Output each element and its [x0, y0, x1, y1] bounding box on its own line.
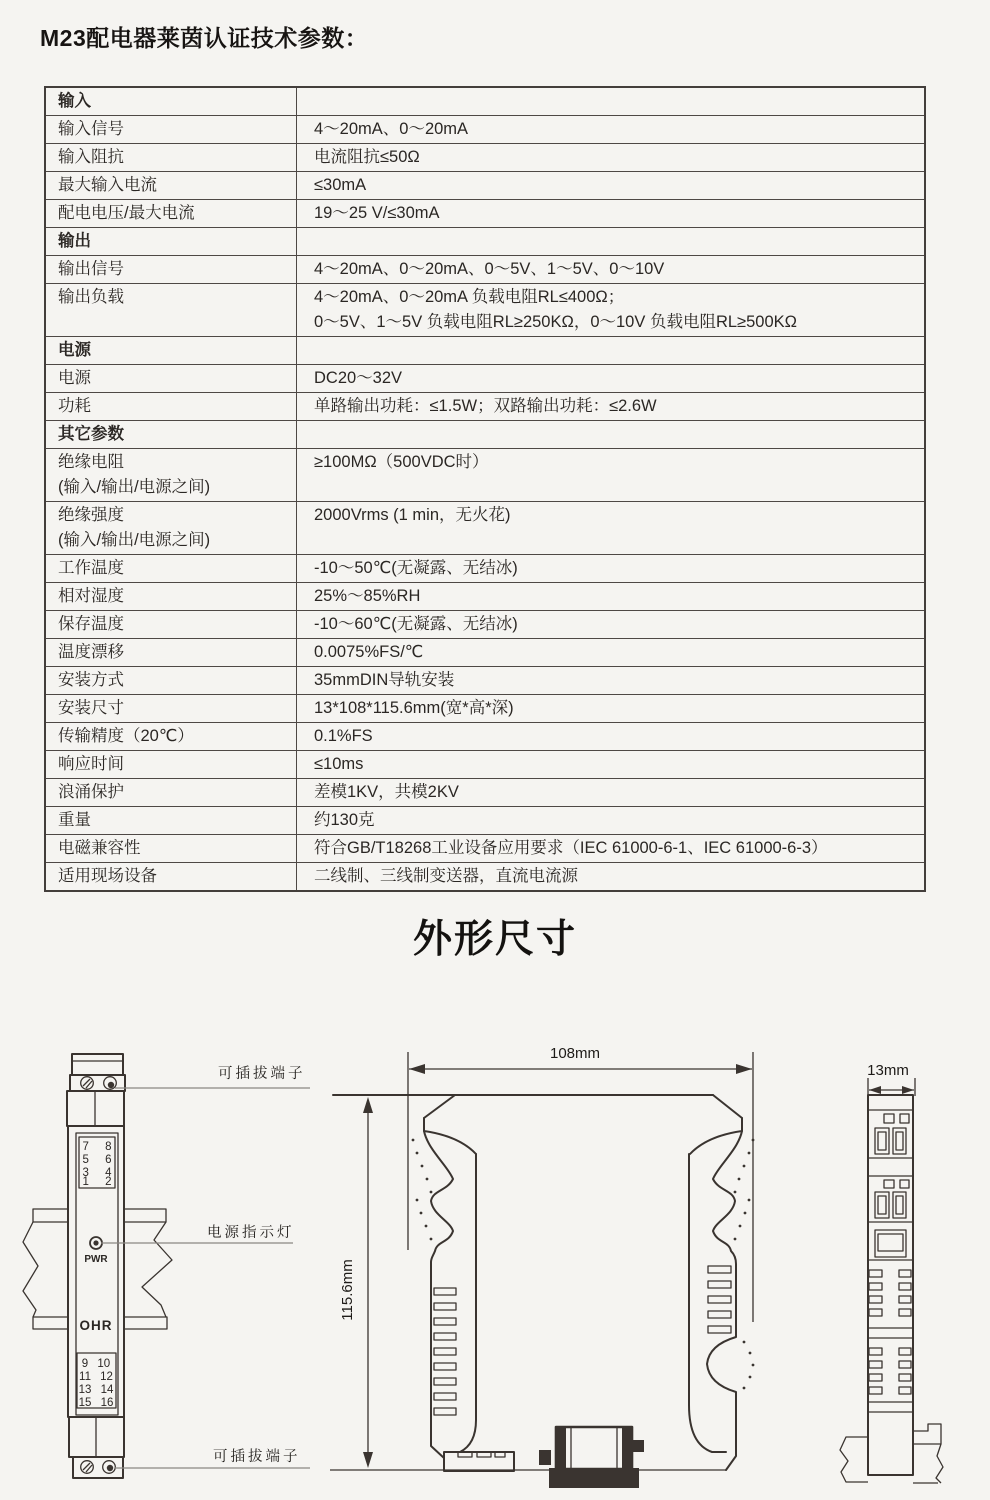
- vent-slots: [434, 1266, 731, 1415]
- spec-label: 电源: [46, 337, 297, 364]
- table-row: [46, 666, 924, 694]
- terminal-numbers: 11 12: [79, 1371, 113, 1383]
- terminal-numbers: 15 16: [78, 1397, 114, 1409]
- spec-value: 差模1KV，共模2KV: [314, 783, 459, 801]
- spec-value: [297, 337, 924, 364]
- spec-label: 其它参数: [46, 421, 297, 448]
- spec-value: 电流阻抗≤50Ω: [314, 148, 420, 166]
- pluggable-terminal-label-bottom: 可插拔端子: [213, 1449, 301, 1465]
- profile-view-drawing: [840, 1062, 943, 1483]
- spec-label: 输入信号: [46, 116, 297, 143]
- width-dimension: 108mm: [549, 1045, 601, 1062]
- spec-label: 绝缘强度 (输入/输出/电源之间): [46, 502, 297, 554]
- dotted-rail-hint: [412, 1139, 755, 1390]
- spec-value: 13*108*115.6mm(宽*高*深): [314, 699, 514, 717]
- spec-label: 相对湿度: [46, 583, 297, 610]
- spec-value: 约130克: [314, 811, 375, 829]
- spec-label: 配电电压/最大电流: [46, 200, 297, 227]
- spec-label: 功耗: [46, 393, 297, 420]
- spec-label: 适用现场设备: [46, 863, 297, 890]
- spec-label: 绝缘电阻 (输入/输出/电源之间): [46, 449, 297, 501]
- spec-label: 浪涌保护: [46, 779, 297, 806]
- side-view-drawing: [330, 1045, 754, 1488]
- table-row: [46, 638, 924, 666]
- spec-label: 工作温度: [46, 555, 297, 582]
- table-row: [46, 834, 924, 862]
- spec-value: ≥100MΩ（500VDC时）: [314, 453, 489, 471]
- spec-label: 安装尺寸: [46, 695, 297, 722]
- spec-value: ≤30mA: [314, 176, 367, 194]
- spec-value: 符合GB/T18268工业设备应用要求（IEC 61000-6-1、IEC 61000-6-3）: [314, 839, 828, 857]
- din-rail-clip: [539, 1427, 644, 1488]
- brand-logo: OHR: [79, 1318, 113, 1333]
- spec-value: [297, 421, 924, 448]
- table-row: [46, 227, 924, 255]
- spec-label: 最大输入电流: [46, 172, 297, 199]
- dimension-drawings: [0, 1030, 990, 1500]
- terminal-numbers: 13 14: [78, 1384, 114, 1396]
- spec-value: 0.0075%FS/℃: [314, 643, 424, 661]
- spec-value: 19～25 V/≤30mA: [314, 204, 440, 222]
- spec-value: 单路输出功耗：≤1.5W；双路输出功耗：≤2.6W: [314, 397, 657, 415]
- table-row: [46, 806, 924, 834]
- front-view-drawing: [23, 1054, 310, 1478]
- table-row: [46, 420, 924, 448]
- spec-value: 0.1%FS: [314, 727, 373, 745]
- spec-label: 温度漂移: [46, 639, 297, 666]
- spec-value: -10～60℃(无凝露、无结冰): [314, 615, 518, 633]
- table-row: [46, 171, 924, 199]
- table-row: [46, 283, 924, 336]
- terminal-numbers: 7 8: [82, 1141, 112, 1153]
- spec-label: 安装方式: [46, 667, 297, 694]
- table-row: [46, 554, 924, 582]
- spec-value: 2000Vrms (1 min，无火花): [314, 506, 511, 524]
- spec-label: 输出: [46, 228, 297, 255]
- spec-value: 4～20mA、0～20mA、0～5V、1～5V、0～10V: [314, 260, 665, 278]
- spec-label: 输出信号: [46, 256, 297, 283]
- table-row: [46, 143, 924, 171]
- spec-label: 输出负载: [46, 284, 297, 336]
- table-row: [46, 88, 924, 115]
- table-row: [46, 336, 924, 364]
- spec-value: 二线制、三线制变送器，直流电流源: [314, 867, 578, 885]
- pluggable-terminal-label-top: 可插拔端子: [218, 1066, 306, 1082]
- terminal-numbers: 3 4: [82, 1167, 112, 1179]
- terminal-numbers: 9 10: [81, 1358, 111, 1370]
- spec-value: 4～20mA、0～20mA 负载电阻RL≤400Ω； 0～5V、1～5V 负载电阻RL≥250KΩ，0～10V 负载电阻RL≥500KΩ: [314, 288, 797, 331]
- spec-label: 输入阻抗: [46, 144, 297, 171]
- spec-value: 25%～85%RH: [314, 587, 421, 605]
- depth-dimension: 13mm: [867, 1062, 909, 1079]
- spec-table: [44, 86, 926, 892]
- led-caption: PWR: [84, 1254, 108, 1265]
- table-row: [46, 750, 924, 778]
- table-row: [46, 255, 924, 283]
- table-row: [46, 199, 924, 227]
- table-row: [46, 582, 924, 610]
- spec-label: 电源: [46, 365, 297, 392]
- spec-value: [297, 228, 924, 255]
- spec-label: 输入: [46, 88, 297, 115]
- power-indicator-label: 电源指示灯: [207, 1225, 295, 1241]
- table-row: [46, 501, 924, 554]
- table-row: [46, 448, 924, 501]
- spec-label: 传输精度（20℃）: [46, 723, 297, 750]
- outline-dimensions-heading: 外形尺寸: [412, 918, 577, 961]
- table-row: [46, 862, 924, 890]
- table-row: [46, 694, 924, 722]
- spec-label: 电磁兼容性: [46, 835, 297, 862]
- spec-value: [297, 88, 924, 115]
- table-row: [46, 610, 924, 638]
- page-title: M23配电器莱茵认证技术参数：: [40, 25, 369, 51]
- table-row: [46, 115, 924, 143]
- spec-value: -10～50℃(无凝露、无结冰): [314, 559, 518, 577]
- spec-label: 重量: [46, 807, 297, 834]
- terminal-numbers: 1 2: [82, 1176, 112, 1188]
- spec-value: ≤10ms: [314, 755, 364, 773]
- spec-value: 4～20mA、0～20mA: [314, 120, 469, 138]
- spec-value: DC20～32V: [314, 369, 403, 387]
- table-row: [46, 778, 924, 806]
- table-row: [46, 722, 924, 750]
- spec-label: 保存温度: [46, 611, 297, 638]
- height-dimension: 115.6mm: [339, 1259, 356, 1321]
- table-row: [46, 364, 924, 392]
- spec-value: 35mmDIN导轨安装: [314, 671, 455, 689]
- vent-slots: [868, 1270, 913, 1412]
- terminal-numbers: 5 6: [82, 1154, 112, 1166]
- table-row: [46, 392, 924, 420]
- spec-label: 响应时间: [46, 751, 297, 778]
